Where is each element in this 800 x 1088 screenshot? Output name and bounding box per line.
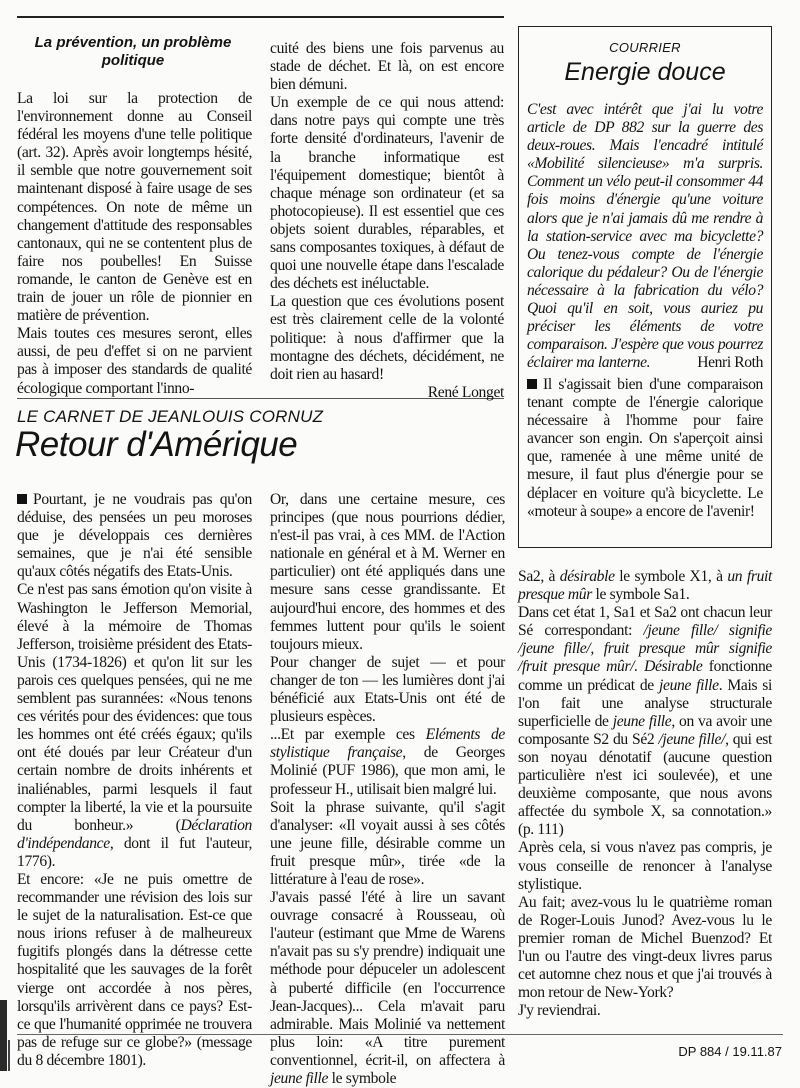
paragraph: Au fait; avez-vous lu le quatrième roman de Roger-Louis Junod? Avez-vous lu le premier roman de Michel Buenzod? Et l'un ou l'autre des vingt-deux livres parus cet automne chez nous et que j'ai trouvés à mon retour de New-York?: [518, 893, 772, 1002]
top-article-column-2: [270, 40, 504, 402]
paragraph: Or, dans une certaine mesure, ces principes (que nous pourrions dédier, n'est-il pas vrai, à ces MM. de l'Action nationale en général et à M. Werner en particulier) ont été appliqués dans une mesure sans cesse grandissante. Et aujourd'hui encore, des hommes et des femmes luttent pour qu'ils le soient toujours mieux.: [270, 491, 505, 653]
paragraph: Soit la phrase suivante, qu'il s'agit d'analyser: «Il voyait aussi à ses côtés une jeune fille, désirable comme un fruit presque mûr», tirée «de la littérature à l'eau de rose».: [270, 798, 505, 888]
column-kicker: LE CARNET DE JEANLOUIS CORNUZ: [17, 407, 324, 426]
citation: jeune fille: [612, 712, 672, 730]
paragraph: Et encore: «Je ne puis omettre de recommander une révision des lois sur le sujet de la naturalisation. Est-ce que nous irions refuser à de malheureux fugitifs plongés dans la détresse cette hospitalité que les sauvages de la forêt vierge ont accordée à nos pères, lorsqu'ils arrivèrent dans ce pays? Est-ce que l'humanité opprimée ne trouvera pas de refuge sur ce globe?» (message du 8 décembre 1801).: [17, 870, 252, 1069]
paragraph: J'y reviendrai.: [518, 1002, 601, 1020]
paragraph: Après cela, si vous n'avez pas compris, je vous conseille de renoncer à l'analyse stylistique.: [518, 839, 772, 893]
paragraph-text: . Mais si l'on fait une analyse structurale superficielle de: [518, 676, 772, 730]
paragraph-text: ...Et par exemple ces: [270, 726, 426, 744]
letter-signature: Henri Roth: [697, 354, 763, 372]
paragraph: La loi sur la protection de l'environnement donne au Conseil fédéral les moyens d'une telle politique (art. 32). Après avoir longtemps hésité, il semble que notre gouvernement soit maintenant disposé à faire usage de ses compétences. On note de même un changement d'attitude des responsables cantonaux, qui ne se contentent plus de faire nos poubelles! En Suisse romande, le canton de Genève est en train de jouer un rôle de pionnier en matière de prévention.: [17, 90, 252, 325]
paragraph-text: le symbole: [331, 1070, 397, 1087]
page-folio: DP 884 / 19.11.87: [678, 1044, 782, 1059]
paragraph-text: Sa2, à: [518, 568, 560, 585]
reader-letter: [527, 101, 763, 372]
page-edge-line: [8, 1040, 10, 1071]
reply-text: Il s'agissait bien d'une comparaison tenant compte de l'énergie calorique nécessaire à l'homme pour faire avancer son engin. On s'aperçoit ainsi que, ramenée à une même unité de mesure, il faut plus d'énergie pour se déplacer en voiture qu'à bicyclette. Le «moteur à soupe» a encore de l'avenir!: [527, 376, 763, 520]
paragraph: Mais toutes ces mesures seront, elles aussi, de peu d'effet si on ne parvient pas à imposer des standards de qualité écologique comportant l'inno-: [17, 325, 252, 397]
paragraph: cuité des biens une fois parvenus au stade de déchet. Et là, on est encore bien démuni.: [270, 40, 504, 94]
paragraph: Un exemple de ce qui nous attend: dans notre pays qui compte une très forte densité d'ordinateurs, l'avenir de la branche informatique est l'équipement domestique; bientôt à chaque ménage son ordinateur (et sa photocopieuse). Il est essentiel que ces objets soient durables, réparables, et sans composantes toxiques, à défaut de quoi une nouvelle étape dans l'escalade des déchets est inéluctable.: [270, 94, 504, 293]
citation: désirable: [559, 568, 615, 585]
top-rule: [17, 16, 504, 18]
paragraph: [518, 568, 772, 604]
paragraph-text: Pourtant, je ne voudrais pas qu'on déduise, des pensées un peu moroses que je développais ces dernières semaines, que je n'ai été sensible qu'aux côtés négatifs des Etats-Unis.: [17, 491, 252, 581]
paragraph-text: Ce n'est pas sans émotion qu'on visite à Washington le Jefferson Memorial, élevé à la mémoire de Thomas Jefferson, troisième président des Etats-Unis (1734-1826) et qu'on lit sur les parois ces quelques pensées, qui ne me semblent pas surannées: «Nous tenons ces vérités pour des évidences: que tous les hommes ont été créés égaux; qu'ils ont été doués par leur Créateur d'un certain nombre de droits inhérents et inaliénables, parmi lesquels il faut compter la liberté, la vie et la poursuite du bonheur.»: [17, 581, 252, 834]
paragraph-text: , de Georges Molinié (PUF 1986), que mon ami, le professeur H., utilisait bien malgré lui.: [270, 744, 505, 798]
paragraph: [518, 604, 772, 839]
top-article-subhead: La prévention, un problème politique: [34, 34, 232, 69]
paragraph-text: J'avais passé l'été à lire un savant ouvrage consacré à Rousseau, où l'auteur (estimant que Mme de Warens n'avait pas su s'y prendre) indiquait une méthode pour dépuceler un adolescent à puberté difficile (en l'occurrence Jean-Jacques)... Cela m'avait paru admirable. Mais Molinié va nettement plus loin: «A titre purement conventionnel, écrit-il, on affectera à: [270, 889, 505, 1069]
paragraph: Pour changer de sujet — et pour changer de ton — les lumières dont j'ai bénéficié aux Etats-Unis ont été de plusieurs espèces.: [270, 653, 505, 726]
paragraph-text: , on va avoir une composante S2 du Sé2: [518, 712, 772, 748]
article-column-3: [518, 568, 772, 1020]
paragraph: [270, 889, 505, 1088]
paragraph: [17, 491, 252, 581]
page-edge-shadow: [0, 1000, 7, 1071]
square-bullet-icon: [17, 494, 27, 504]
citation: un fruit presque mûr: [518, 568, 773, 604]
paragraph: [270, 726, 505, 798]
top-article-column-1: [17, 90, 252, 398]
paragraph: Ce n'est pas sans émotion qu'on visite à Washington le Jefferson Memorial, élevé à la mémoire de Thomas Jefferson, troisième président des Etats-Unis (1734-1826) et qu'on lit sur les parois ces quelques pensées, qui ne me semblent pas surannées: «Nous tenons ces vérités pour des évidences: que tous les hommes ont été créés égaux; qu'ils ont été doués par leur Créateur d'un certain nombre de droits inhérents et inaliénables, parmi lesquels il faut compter la liberté, la vie et la poursuite du bonheur.» (Déclaration d'indépendance, dont il fut l'auteur, 1776).: [17, 581, 252, 870]
citation: /jeune fille/ signifie /jeune fille/, fruit presque mûr signifie /fruit presque mûr/. Désirable: [518, 622, 772, 676]
citation: Déclaration d'indépendance: [17, 816, 252, 852]
article-column-2: [270, 491, 505, 1088]
paragraph: La question que ces évolutions posent est très clairement celle de la volonté politique: à nous d'affirmer que la montagne des déchets, décidément, ne doit rien au hasard!: [270, 293, 504, 383]
letter-text: C'est avec intérêt que j'ai lu votre article de DP 882 sur la guerre des deux-roues. Mais l'encadré intitulé «Mobilité silencieuse» m'a surpris. Comment un vélo peut-il consommer 44 fois moins d'énergie qu'une voiture alors que je n'ai jamais dû me rendre à la station-service avec ma bicyclette? Ou tenez-vous compte de l'énergie calorique du pédaleur? Ou de l'énergie nécessaire à la fabrication du vélo? Quoi qu'il en soit, vous auriez pu préciser les éléments de votre comparaison. J'espère que vous pourrez éclairer ma lanterne.: [527, 101, 763, 372]
article-column-1: [17, 491, 252, 1070]
paragraph-text: le symbole Sa1.: [591, 586, 690, 604]
article-title: Retour d'Amérique: [15, 425, 298, 464]
courrier-kicker: COURRIER: [609, 40, 681, 55]
paragraph-text: , dont il fut l'auteur, 1776).: [17, 834, 252, 870]
citation: /jeune fille/: [658, 730, 726, 748]
paragraph-text: , qui est son noyau dénotatif (aucune question particulière n'est ici soulevée), et une deuxième composante, que nous avons affectée du symbole X, sa connotation.» (p. 111): [518, 730, 772, 839]
paragraph-text: Dans cet état 1, Sa1 et Sa2 ont chacun leur Sé correspondant:: [518, 604, 772, 640]
citation: jeune fille: [270, 1070, 329, 1087]
citation: Eléments de stylistique française: [270, 726, 505, 762]
editor-reply: [527, 376, 763, 521]
courrier-title: Energie douce: [564, 58, 726, 86]
paragraph-text: fonctionne comme un prédicat de: [518, 658, 772, 694]
author-signature: René Longet: [427, 383, 504, 401]
square-bullet-icon: [527, 379, 537, 389]
citation: jeune fille: [659, 676, 719, 694]
paragraph-text: le symbole X1, à: [614, 568, 728, 585]
